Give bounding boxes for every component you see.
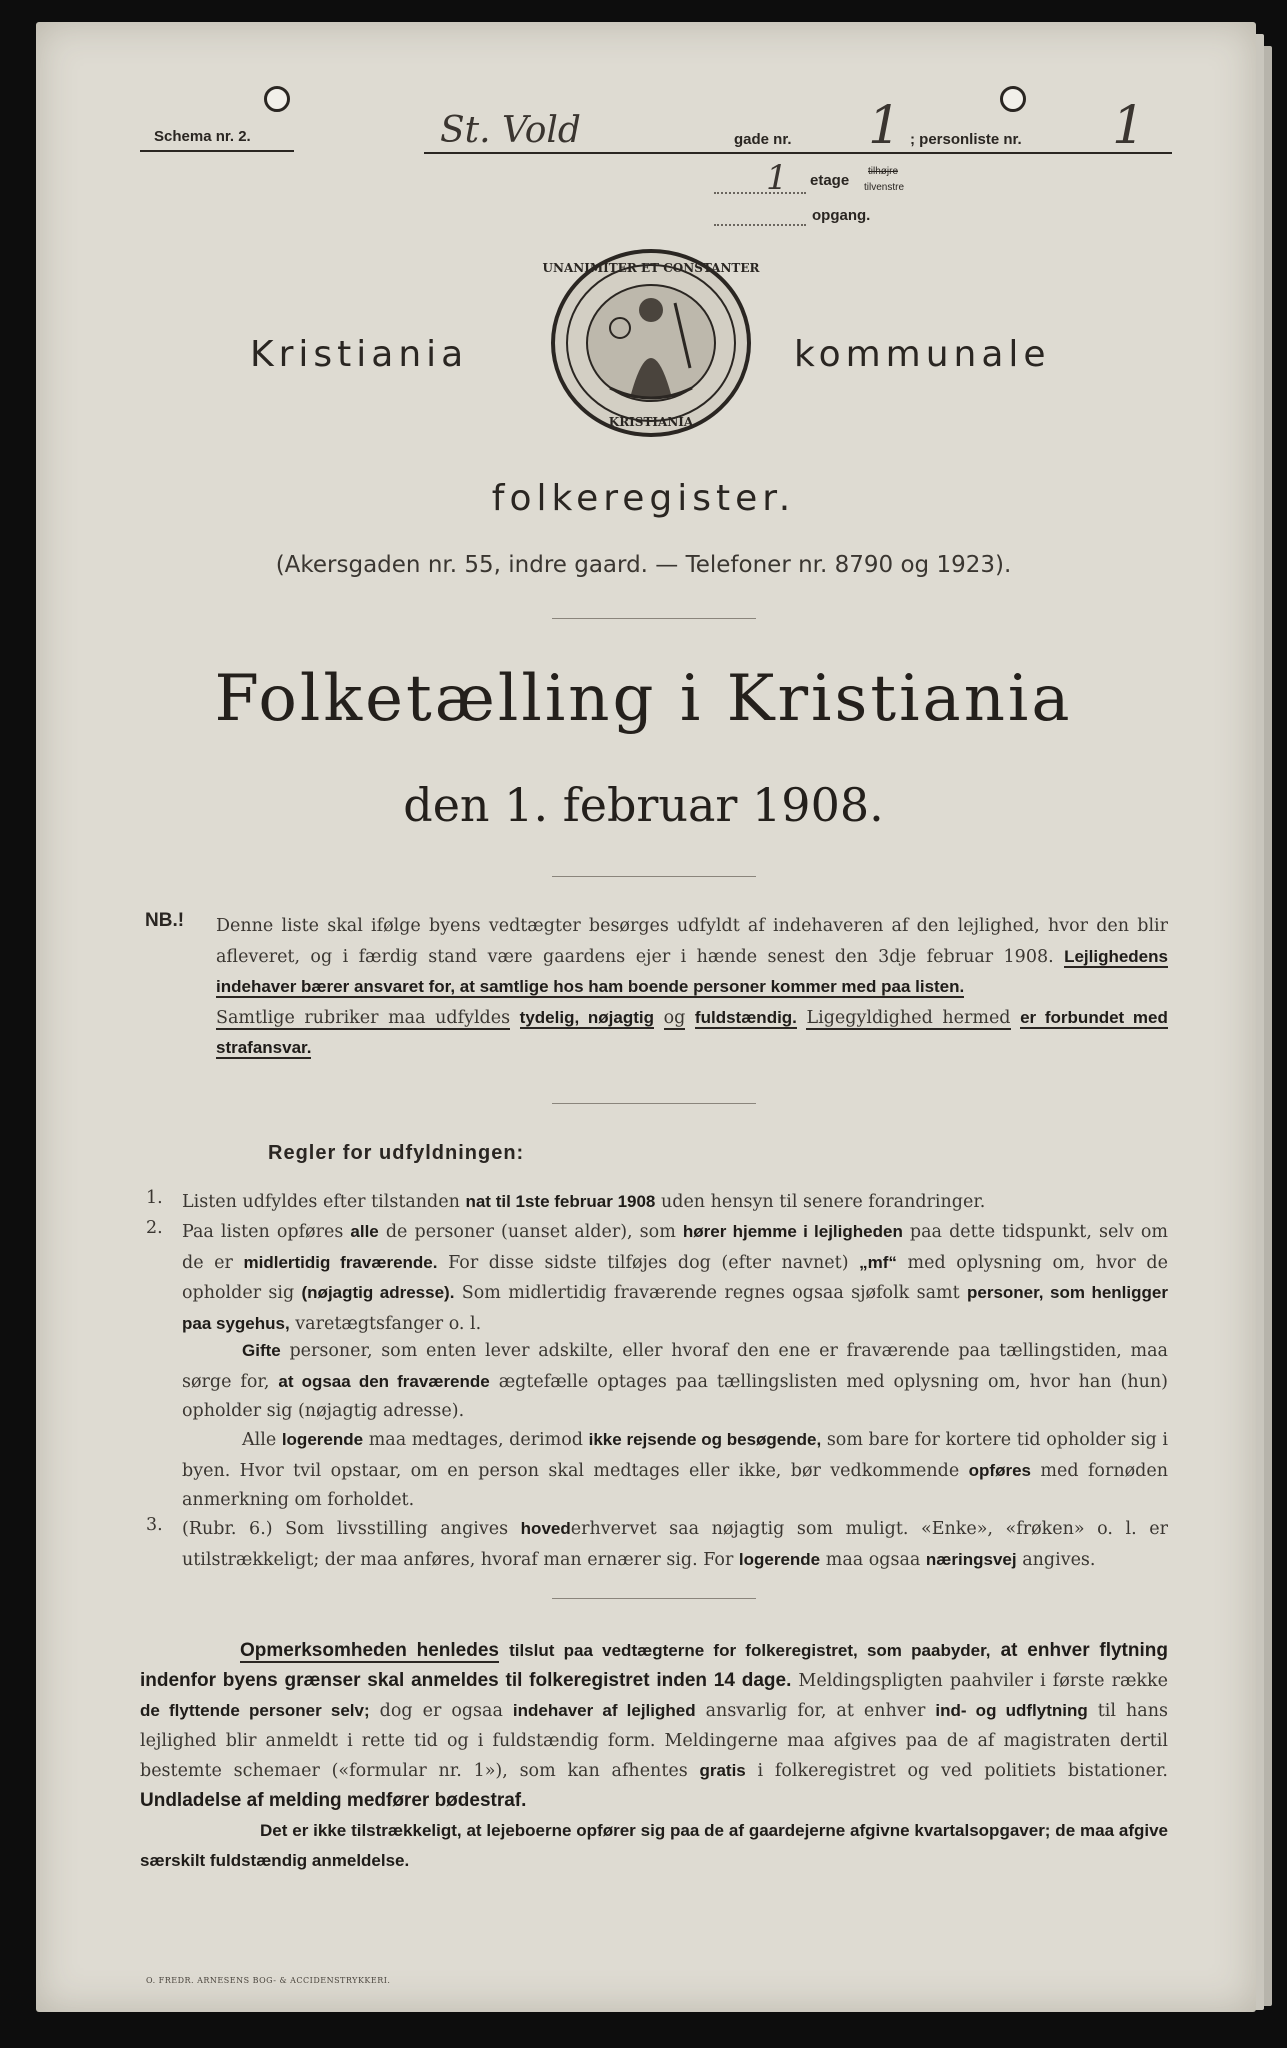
personliste-number-handwritten: 1 [1112, 96, 1146, 156]
quarterly-notice: Det er ikke tilstrækkeligt, at lejeboerne opfører sig paa de af gaardejerne afgivne kvartalsopgaver; de maa afgive særskilt fuldstændig anmeldelse. [140, 1821, 1168, 1870]
seal-city: KRISTIANIA [608, 415, 694, 429]
rule-1: Listen udfyldes efter tilstanden nat til 1ste februar 1908 uden hensyn til senere forandringer. [182, 1192, 986, 1212]
gade-label: gade nr. [734, 131, 792, 148]
register-address: (Akersgaden nr. 55, indre gaard. — Telefoner nr. 8790 og 1923). [275, 552, 1012, 578]
etage-label: etage [810, 172, 850, 189]
rule-number: 1. [146, 1188, 163, 1208]
title-kristiania: Kristiania [250, 334, 469, 375]
printer-imprint: O. FREDR. ARNESENS BOG- & ACCIDENSTRYKKERI. [146, 1976, 391, 1985]
rule-number: 2. [146, 1218, 163, 1238]
etage-number-handwritten: 1 [766, 158, 788, 198]
personliste-label: ; personliste nr. [910, 131, 1022, 148]
seal-motto: UNANIMITER ET CONSTANTER [542, 261, 760, 275]
gade-number-handwritten: 1 [868, 96, 902, 156]
side-left-label: tilvenstre [864, 182, 905, 193]
punch-hole [1000, 86, 1026, 112]
rule-2: Paa listen opføres alle de personer (uanset alder), som hører hjemme i lejligheden paa dette tidspunkt, selv om de er midlertidig fraværende. For disse sidste tilføjes dog (efter navnet) „mf“ med oplysning om, hvor de opholder sig (nøjagtig adresse). Som midlertidig fraværende regnes ogsaa sjøfolk samt personer, som henligger paa sygehus, varetægtsfanger o. l. [182, 1222, 1168, 1334]
rules-heading: Regler for udfyldningen: [268, 1142, 525, 1164]
city-seal-logo [540, 248, 762, 438]
rule-3: (Rubr. 6.) Som livsstilling angives hovederhvervet saa nøjagtig som muligt. «Enke», «frøken» o. l. er utilstrækkeligt; der maa anføres, hvoraf man ernærer sig. For logerende maa ogsaa næringsvej angives. [182, 1519, 1168, 1570]
moving-notice: Opmerksomheden henledes tilslut paa vedtægterne for folkeregistret, som paabyder, at enhver flytning indenfor byens grænser skal anmeldes til folkeregistret inden 14 dage. Meldingspligten paahviler i første række de flyttende personer selv; dog er ogsaa indehaver af lejlighed ansvarlig for, at enhver ind- og udflytning til hans lejlighed blir anmeldt i rette tid og i fuldstændig form. Meldingerne maa afgives paa de af magistraten dertil bestemte schemaer («formular nr. 1»), som kan afhentes gratis i folkeregistret og ved politiets bistationer. Undladelse af melding medfører bødestraf. [140, 1640, 1168, 1811]
rule-2-lodgers: Alle logerende maa medtages, derimod ikke rejsende og besøgende, som bare for kortere tid opholder sig i byen. Hvor tvil opstaar, om en person skal medtages eller ikke, bør vedkommende opføres med fornøden anmerkning om forholdet. [182, 1430, 1168, 1510]
title-folkeregister: folkeregister. [491, 478, 796, 519]
street-name-handwritten: St. Vold [440, 110, 581, 151]
punch-hole [264, 86, 290, 112]
rule-number: 3. [146, 1515, 163, 1535]
title-kommunale: kommunale [794, 334, 1051, 375]
side-right-label: tilhøjre [868, 166, 899, 177]
opgang-label: opgang. [812, 207, 871, 224]
nb-text: Denne liste skal ifølge byens vedtægter besørges udfyldt af indehaveren af den lejlighed, hvor den blir afleveret, og i færdig stand være gaardens ejer i hænde senest den 3dje februar 1908. Lejlighedens indehaver bærer ansvaret for, at samtlige hos ham boende personer kommer med paa listen. Samtlige rubriker maa udfyldes tydelig, nøjagtig og fuldstændig. Ligegyldighed hermed er forbundet med strafansvar. [216, 916, 1168, 1057]
main-subtitle-date: den 1. februar 1908. [403, 778, 884, 832]
main-title: Folketælling i Kristiania [214, 662, 1073, 736]
nb-label: NB.! [145, 910, 185, 931]
schema-number: Schema nr. 2. [154, 128, 251, 145]
rule-2-married: Gifte personer, som enten lever adskilte, eller hvoraf den ene er fraværende paa tællingstiden, maa sørge for, at ogsaa den fraværende ægtefælle optages paa tællingslisten med oplysning om, hvor han (hun) opholder sig (nøjagtig adresse). [182, 1341, 1168, 1421]
